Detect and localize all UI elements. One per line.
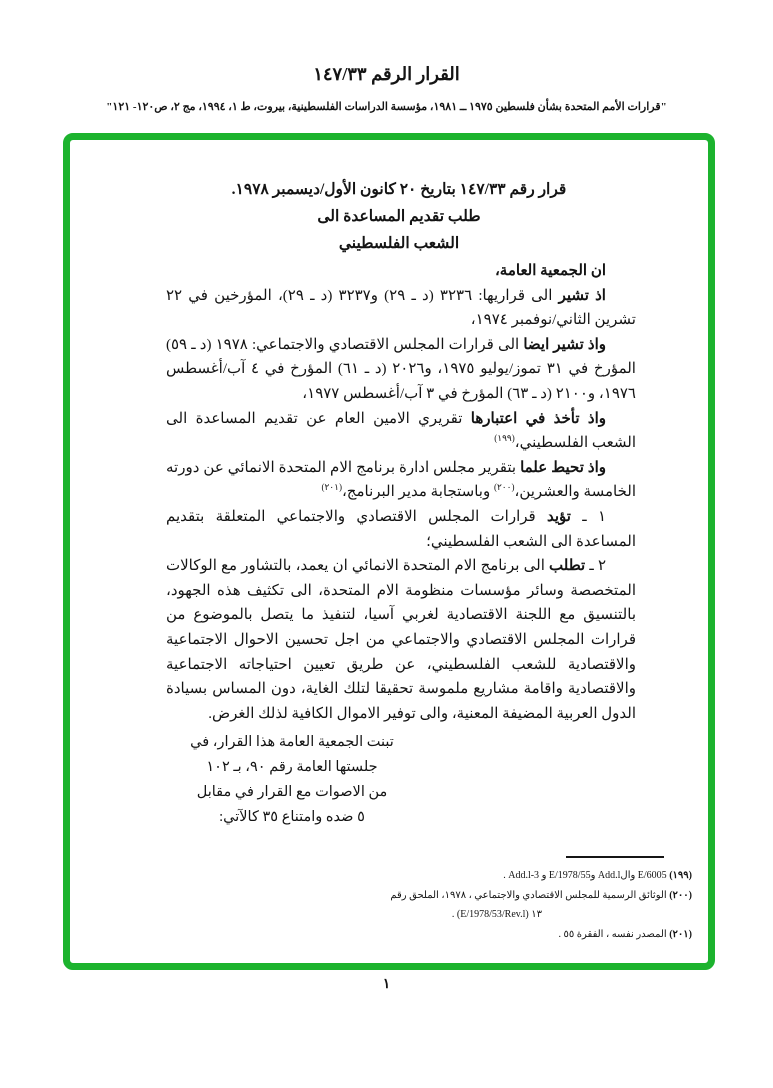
text-segment: واذ تحيط علما (520, 459, 606, 476)
text-segment: (١٩٩) (669, 870, 692, 881)
body-paragraph (166, 284, 636, 333)
text-segment: ان الجمعية العامة، (494, 263, 606, 279)
footnotes-block (356, 866, 692, 944)
adoption-note-line: جلستها العامة رقم ٩٠، بـ ١٠٢ (206, 759, 378, 776)
footnote-line (356, 866, 692, 886)
text-segment: الى قرارات المجلس الاقتصادي والاجتماعي: ١٩٧٨ (د ـ ٥٩) المؤرخ في ٣١ تموز/يوليو ١٩٧٥، و٢٠٢٦ (د ـ ٦١) المؤرخ في ٤ آب/أغسطس ١٩٧٦، و٢١٠٠ (د ـ ٦٣) المؤرخ في ٣ آب/أغسطس ١٩٧٧، (166, 336, 636, 402)
text-segment: قرارات المجلس الاقتصادي والاجتماعي المتعلقة بتقديم المساعدة الى الشعب الفلسطيني؛ (166, 508, 636, 550)
footnote-line (356, 886, 692, 906)
text-segment: (٢٠٠) (669, 889, 692, 901)
adoption-note-line: تبنت الجمعية العامة هذا القرار، في (190, 734, 394, 751)
text-segment: تطلب (549, 558, 586, 575)
document-heading (150, 176, 648, 257)
text-segment: اذ تشير (558, 287, 606, 304)
body-paragraphs (166, 259, 636, 726)
resolution-number-heading: القرار الرقم ١٤٧/٣٣ (313, 64, 460, 84)
text-segment: تؤيد (546, 508, 571, 525)
text-segment: ٢ ـ (585, 558, 607, 575)
body-paragraph (166, 554, 636, 726)
text-segment: الى قراريها: ٣٢٣٦ (د ـ ٢٩) و٣٢٣٧ (د ـ ٢٩)، المؤرخين في ٢٢ تشرين الثاني/نوفمبر ١٩٧٤، (166, 287, 636, 329)
adoption-note-line: من الاصوات مع القرار في مقابل (196, 784, 388, 801)
body-paragraph (166, 259, 636, 284)
resolution-body-text (166, 259, 636, 830)
text-segment: المصدر نفسه ، الفقرة ٥٥ . (558, 928, 670, 940)
text-segment: (٢٠١) (669, 928, 692, 940)
footnote-ref: (٢٠١) (321, 482, 342, 493)
adoption-note-line: ٥ ضده وامتناع ٣٥ كالآتي: (219, 809, 365, 826)
body-paragraph (166, 456, 636, 505)
document-heading-line-2: طلب تقديم المساعدة الى (317, 208, 481, 225)
body-paragraph (166, 505, 636, 554)
body-paragraph (166, 333, 636, 407)
page-number: ١ (382, 977, 391, 992)
body-paragraph (166, 407, 636, 456)
text-segment: ١ ـ (570, 508, 606, 525)
text-segment: الوثائق الرسمية للمجلس الاقتصادي والاجتماعي ، ١٩٧٨، الملحق رقم (390, 889, 670, 901)
adoption-note (176, 730, 408, 830)
document-border-frame (63, 133, 715, 970)
text-segment: الى برنامج الام المتحدة الانمائي ان يعمد، بالتشاور مع الوكالات المتخصصة وسائر مؤسسات منظومة الام المتحدة، الى تكثيف هذه الجهود، بالتنسيق مع اللجنة الاقتصادية لغربي آسيا، لتنفيذ ما يتصل بالموضوع من قرارات المجلس الاقتصادي والاجتماعي من اجل تحسين الاحوال الاجتماعية والاقتصادية للشعب الفلسطيني، عن طريق تعيين احتياجاته الاجتماعية والاقتصادية واقامة مشاريع ملموسة تحقيقا لتلك الغاية، دون المساس بسيادة الدول العربية المضيفة المعنية، والى توفير الاموال الكافية لذلك الغرض. (166, 558, 636, 722)
footnote-line (356, 925, 692, 945)
footnote-ref: (١٩٩) (494, 433, 515, 444)
text-segment: تقريري الامين العام عن تقديم المساعدة الى الشعب الفلسطيني، (166, 410, 636, 452)
text-segment: E/6005 والAdd.l وE/1978/55 و Add.l-3 . (503, 870, 670, 881)
text-segment: واذ تأخذ في اعتبارها (470, 410, 606, 427)
document-heading-line-3: الشعب الفلسطيني (338, 235, 460, 252)
source-citation-line: "قرارات الأمم المتحدة بشأن فلسطين ١٩٧٥ ــ ١٩٨١، مؤسسة الدراسات الفلسطينية، بيروت، ط ١، ١٩٩٤، مج ٢، ص١٢٠- ١٢١" (106, 101, 667, 113)
text-segment: وباستجابة مدير البرنامج، (341, 484, 494, 501)
footnote-separator-rule (566, 856, 664, 858)
text-segment: بتقرير مجلس ادارة برنامج الام المتحدة الانمائي عن دورته الخامسة والعشرين، (166, 459, 636, 501)
footnote-line (356, 905, 542, 925)
footnote-ref: (٢٠٠) (493, 482, 515, 493)
text-segment: ١٣ (E/1978/53/Rev.l) . (451, 909, 542, 920)
text-segment: واذ تشير ايضا (523, 336, 606, 353)
document-heading-line-1: قرار رقم ١٤٧/٣٣ بتاريخ ٢٠ كانون الأول/ديسمبر ١٩٧٨. (231, 181, 567, 198)
